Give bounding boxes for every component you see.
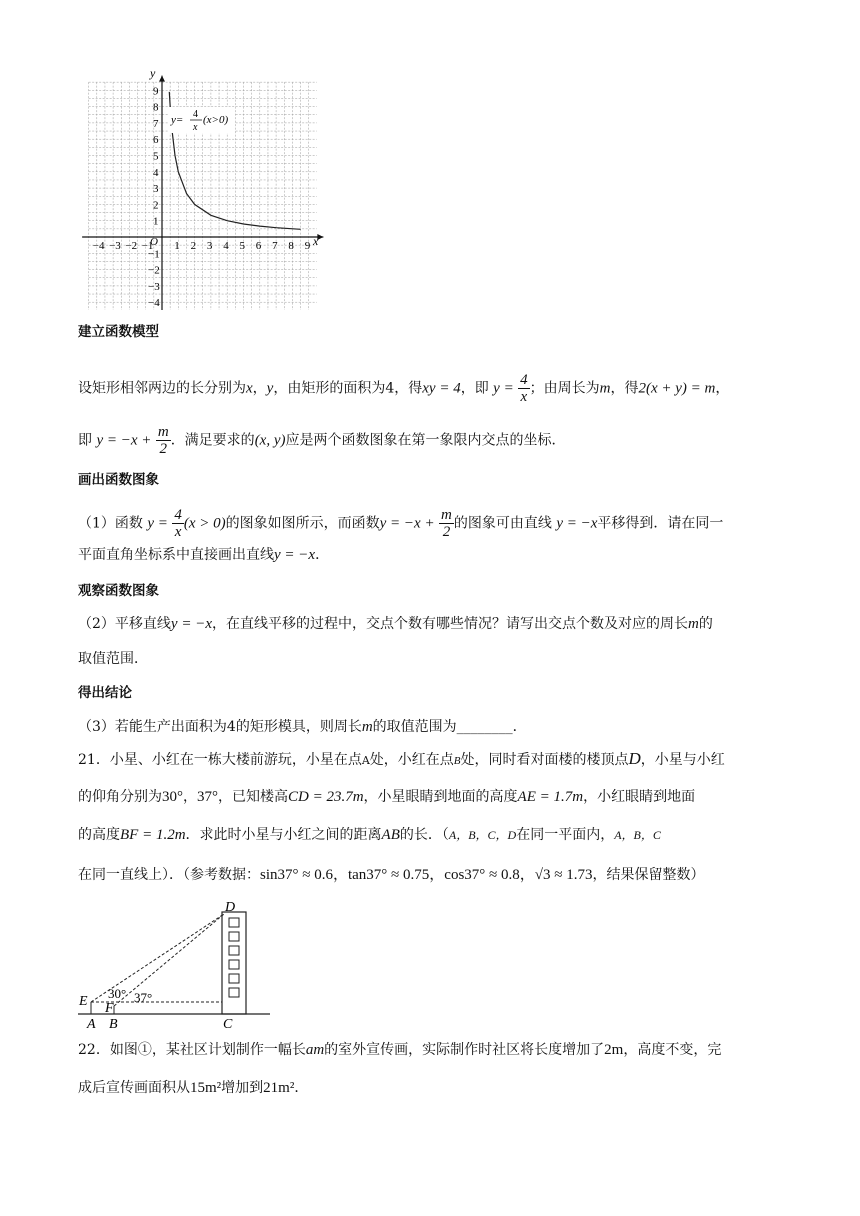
x-tick-label: 3 <box>206 240 213 252</box>
point-D: D <box>225 900 236 915</box>
x-tick-label: 5 <box>239 240 245 252</box>
y-tick-label: 5 <box>153 150 159 163</box>
y-tick-label: −2 <box>148 264 160 277</box>
y-tick-label: 8 <box>153 101 159 114</box>
y-tick-label: −3 <box>148 280 160 293</box>
point-E: E <box>79 994 88 1009</box>
x-tick-label: −2 <box>125 240 138 252</box>
window <box>229 932 239 941</box>
y-tick-label: −1 <box>148 248 160 261</box>
x-tick-label: 6 <box>255 240 262 252</box>
svg-text:y=: y= <box>171 114 184 126</box>
point-A: A <box>87 1017 96 1032</box>
svg-text:(x>0): (x>0) <box>203 114 229 126</box>
window <box>229 960 239 969</box>
problem-22-line-2: 成后宣传画面积从15m²增加到21m²． <box>78 1080 309 1096</box>
problem-21-line-1: 21．小星、小红在一栋大楼前游玩，小星在点A处，小红在点B处，同时看对面楼的楼顶点D，小星与小红 <box>78 749 725 768</box>
angle-37: 37° <box>134 990 153 1005</box>
x-tick-label: 1 <box>174 240 180 252</box>
x-tick-label: 9 <box>304 240 311 252</box>
heading-conclude: 得出结论 <box>78 685 132 701</box>
svg-text:x: x <box>193 122 198 133</box>
y-axis-label: y <box>150 66 156 80</box>
point-C: C <box>223 1017 233 1032</box>
problem-21-line-2: 的仰角分别为30°，37°，已知楼高CD = 23.7m，小星眼睛到地面的高度AE = 1.7m，小红眼睛到地面 <box>78 789 696 805</box>
x-tick-label: −4 <box>92 240 105 252</box>
curve-label <box>169 107 235 133</box>
y-tick-label: 3 <box>153 183 159 196</box>
x-tick-label: 7 <box>272 240 278 252</box>
point-F: F <box>105 1001 114 1016</box>
heading-observe: 观察函数图象 <box>78 583 159 599</box>
question-1-line-1: （1）函数 y = $\frac{4}{x}$ (x > 0)的图象如图所示，而函数y = −x + $\frac{m}{2}$ 的图象可由直线 y = −x平移得到．请在同一 <box>78 507 724 540</box>
y-tick-label: 7 <box>153 117 159 130</box>
window <box>229 918 239 927</box>
x-axis-label: x <box>313 234 319 248</box>
x-tick-label: 2 <box>190 240 197 252</box>
x-tick-label: 8 <box>288 240 294 252</box>
question-2-line-2: 取值范围． <box>78 651 148 667</box>
point-B: B <box>109 1017 118 1032</box>
answer-blank[interactable]: ________ <box>456 719 513 735</box>
model-paragraph-1: 设矩形相邻两边的长分别为x，y，由矩形的面积为4，得xy = 4，即 y = $\frac{4}{x}$ ；由周长为m，得2(x + y) = m， <box>78 372 730 405</box>
y-tick-label: 6 <box>153 134 159 147</box>
problem-21-line-4: 在同一直线上）．（参考数据：sin37° ≈ 0.6，tan37° ≈ 0.75，cos37° ≈ 0.8，√3 ≈ 1.73，结果保留整数） <box>78 867 705 883</box>
x-tick-label: 4 <box>223 240 229 252</box>
y-tick-label: 9 <box>153 85 159 98</box>
x-tick-label: −3 <box>109 240 121 252</box>
function-graph <box>70 65 330 310</box>
question-3: （3）若能生产出面积为4的矩形模具，则周长m的取值范围为________． <box>78 719 527 735</box>
heading-model: 建立函数模型 <box>78 324 159 340</box>
origin-label: O <box>150 236 158 248</box>
window <box>229 988 239 997</box>
question-2-line-1: （2）平移直线y = −x，在直线平移的过程中，交点个数有哪些情况？请写出交点个数及对应的周长m的 <box>78 616 713 632</box>
y-tick-label: 4 <box>153 166 159 179</box>
y-tick-label: 1 <box>153 215 159 228</box>
heading-draw: 画出函数图象 <box>78 472 159 488</box>
problem-22-line-1: 22．如图①，某社区计划制作一幅长am的室外宣传画，实际制作时社区将长度增加了2m，高度不变，完 <box>78 1042 722 1058</box>
angle-30: 30° <box>108 986 127 1001</box>
y-tick-label: −4 <box>148 297 160 310</box>
svg-text:4: 4 <box>193 109 198 120</box>
axis-arrows <box>159 76 323 240</box>
question-1-line-2: 平面直角坐标系中直接画出直线y = −x． <box>78 547 330 563</box>
model-paragraph-2: 即 y = −x + $\frac{m}{2}$ ．满足要求的(x, y)应是两个函数图象在第一象限内交点的坐标． <box>78 424 566 457</box>
problem-21-line-3: 的高度BF = 1.2m．求此时小星与小红之间的距离AB的长．（A，B，C，D在同一平面内，A，B，C <box>78 827 661 843</box>
building-figure <box>74 898 274 1036</box>
y-tick-label: 2 <box>153 199 159 212</box>
window <box>229 974 239 983</box>
x-tick-label: −1 <box>141 240 154 252</box>
window <box>229 946 239 955</box>
building-windows <box>229 918 239 997</box>
